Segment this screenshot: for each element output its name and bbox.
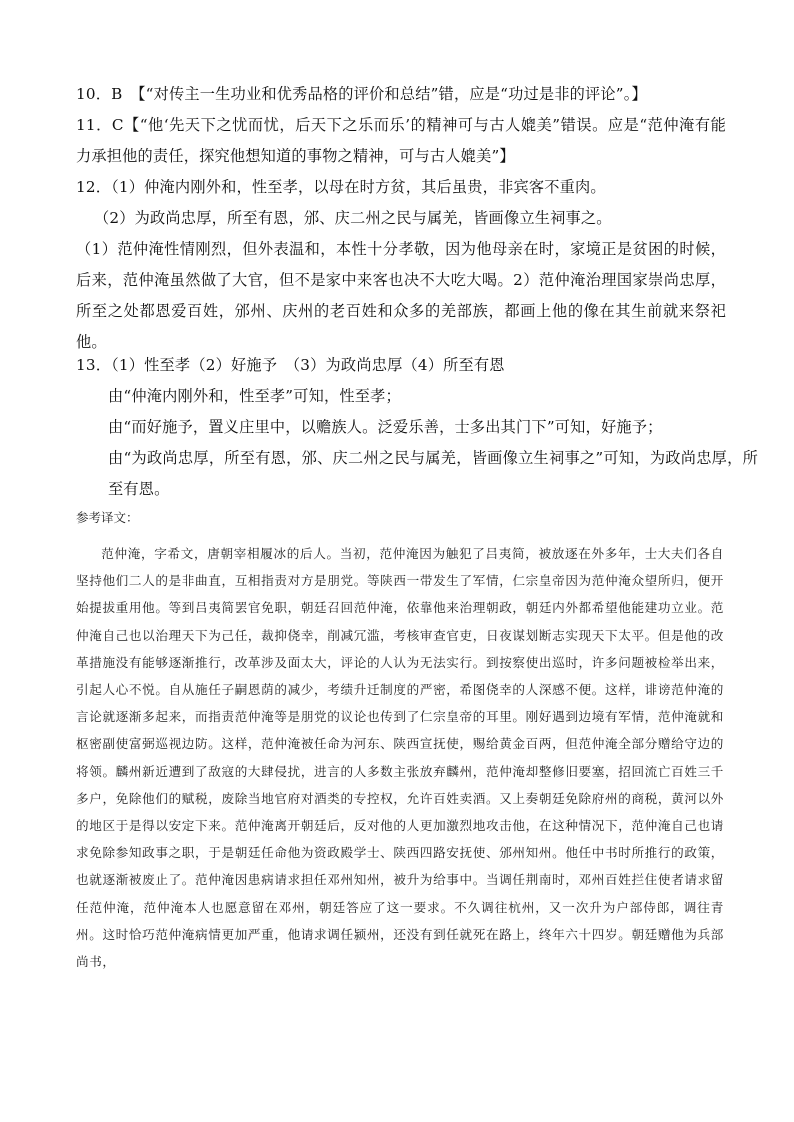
- reference-translation-title: 参考译文：: [76, 510, 139, 525]
- answer-13-reason-a: 由“仲淹内刚外和，性至孝”可知，性至孝；: [108, 387, 401, 405]
- answer-11: 11．C【“他‘先天下之忧而忧，后天下之乐而乐’的精神可与古人媲美”错误。应是“范仲淹有能力承担他的责任，探究他想知道的事物之精神，可与古人媲美”】: [76, 116, 726, 165]
- answer-10: 10．B 【“对传主一生功业和优秀品格的评价和总结”错，应是“功过是非的评论”。】: [76, 85, 647, 103]
- answer-12-part1: 12．（1）仲淹内刚外和，性至孝，以母在时方贫，其后虽贵，非宾客不重肉。: [76, 178, 606, 196]
- answer-13-reason-b: 由“而好施予，置义庄里中，以赡族人。泛爱乐善，士多出其门下”可知，好施予；: [108, 418, 663, 436]
- answer-13-reason-c: 由“为政尚忠厚，所至有恩，邠、庆二州之民与属羌，皆画像立生祠事之”可知，为政尚忠厚，所至有恩。: [108, 449, 758, 498]
- answer-12-explanation: （1）范仲淹性情刚烈，但外表温和，本性十分孝敬，因为他母亲在时，家境正是贫困的时候，后来，范仲淹虽然做了大官，但不是家中来客也决不大吃大喝。2）范仲淹治理国家崇尚忠厚，所至之处都恩爱百姓，邠州、庆州的老百姓和众多的羌部族，都画上他的像在其生前就来祭祀他。: [76, 240, 726, 351]
- answer-12-part2: （2）为政尚忠厚，所至有恩，邠、庆二州之民与属羌，皆画像立生祠事之。: [94, 209, 612, 227]
- answer-13-heading: 13．（1）性至孝（2）好施予 （3）为政尚忠厚（4）所至有恩: [76, 356, 505, 374]
- reference-translation-text: 范仲淹，字希文，唐朝宰相履冰的后人。当初，范仲淹因为触犯了吕夷简，被放逐在外多年，士大夫们各自坚持他们二人的是非曲直，互相指责对方是朋党。等陕西一带发生了军情，仁宗皇帝因为范仲淹众望所归，便开始提拔重用他。等到吕夷简罢官免职，朝廷召回范仲淹，依靠他来治理朝政，朝廷内外都希望他能建功立业。范仲淹自己也以治理天下为己任，裁抑侥幸，削减冗滥，考核审查官吏，日夜谋划断志实现天下太平。但是他的改革措施没有能够逐渐推行，改革涉及面太大，评论的人认为无法实行。到按察使出巡时，许多问题被检举出来，引起人心不悦。自从施任子嗣恩荫的减少，考绩升迁制度的严密，希图侥幸的人深感不便。这样，诽谤范仲淹的言论就逐渐多起来，而指责范仲淹等是朋党的议论也传到了仁宗皇帝的耳里。刚好遇到边境有军情，范仲淹就和枢密副使富弼巡视边防。这样，范仲淹被任命为河东、陕西宣抚使，赐给黄金百两，但范仲淹全部分赠给守边的将领。麟州新近遭到了敌寇的大肆侵扰，进言的人多数主张放弃麟州，范仲淹却整修旧要塞，招回流亡百姓三千多户，免除他们的赋税，废除当地官府对酒类的专控权，允许百姓卖酒。又上奏朝廷免除府州的商税，黄河以外的地区于是得以安定下来。范仲淹离开朝廷后，反对他的人更加激烈地攻击他，在这种情况下，范仲淹自己也请求免除参知政事之职，于是朝廷任命他为资政殿学士、陕西四路安抚使、邠州知州。他任中书时所推行的政策，也就逐渐被废止了。范仲淹因患病请求担任邓州知州，被升为给事中。当调任荆南时，邓州百姓拦住使者请求留任范仲淹，范仲淹本人也愿意留在邓州，朝廷答应了这一要求。不久调往杭州，又一次升为户部侍郎，调往青州。这时恰巧范仲淹病情更加严重，他请求调任颍州，还没有到任就死在路上，终年六十四岁。朝廷赠他为兵部尚书，: [76, 546, 724, 970]
